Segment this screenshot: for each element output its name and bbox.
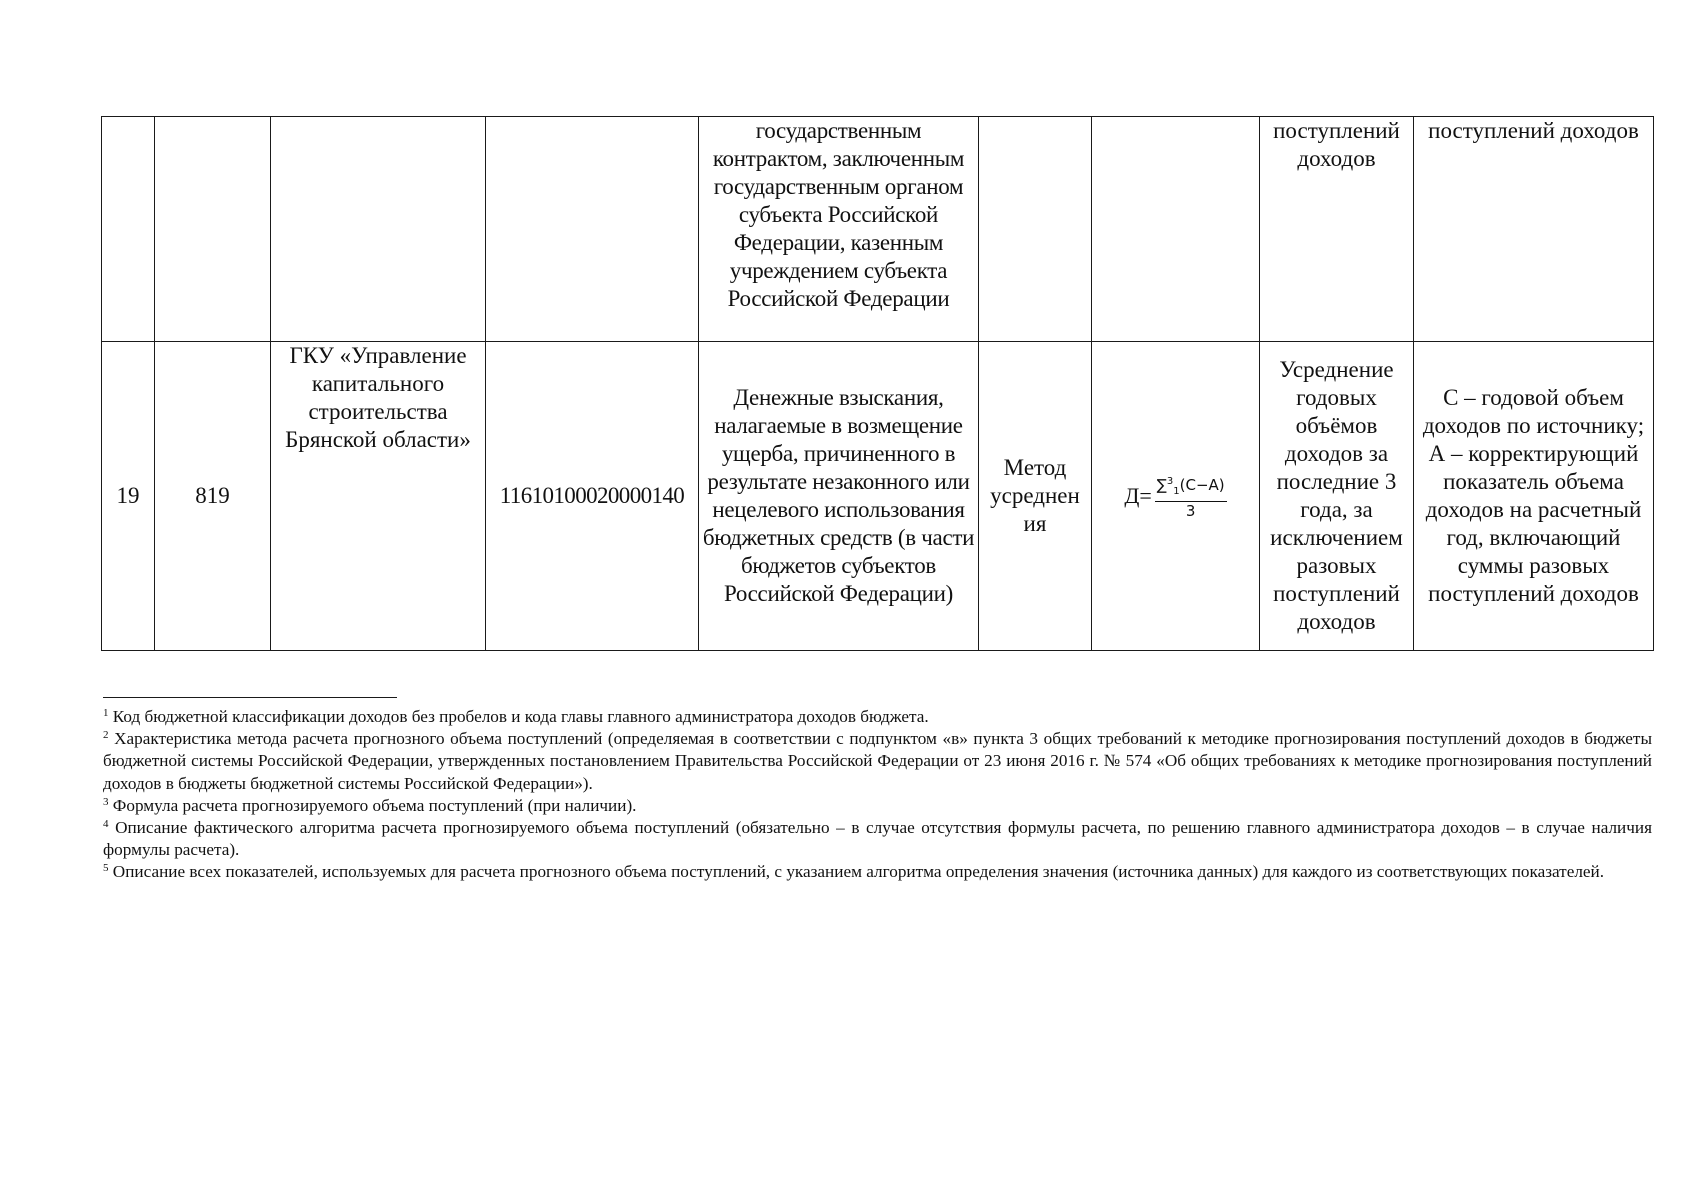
table-row-19: [102, 342, 1654, 651]
cell-admin-name: [271, 117, 486, 342]
cell-method: [979, 117, 1092, 342]
sum-lower-limit: 1: [1173, 485, 1180, 497]
cell-method: Метод усреднен ия: [979, 342, 1092, 651]
cell-number: [102, 117, 155, 342]
averaging-formula: [1124, 473, 1226, 520]
sum-upper-limit: 3: [1166, 475, 1174, 487]
footnotes: [103, 706, 1652, 884]
formula-fraction: [1155, 473, 1227, 520]
footnote-4: [103, 817, 1652, 861]
formula-numerator: [1155, 473, 1227, 502]
footnote-text: Характеристика метода расчета прогнозного объема поступлений (определяемая в соответствии с подпунктом «в» пункта 3 общих требований к методике прогнозирования поступлений доходов в бюджеты бюджетной системы Российской Федерации, утвержденных постановлением Правительства Российской Федерации от 23 июня 2016 г. № 574 «Об общих требованиях к методике прогнозирования поступлений доходов в бюджеты бюджетной системы Российской Федерации»).: [103, 729, 1652, 793]
footnote-text: Описание фактического алгоритма расчета прогнозируемого объема поступлений (обязательно – в случае отсутствия формулы расчета, по решению главного администратора доходов – в случае наличия формулы расчета).: [103, 818, 1652, 860]
footnote-text: Формула расчета прогнозируемого объема поступлений (при наличии).: [108, 795, 637, 815]
footnote-3: [103, 795, 1652, 817]
cell-kbk: 11610100020000140: [486, 342, 699, 651]
footnote-2: [103, 728, 1652, 795]
cell-kbk: [486, 117, 699, 342]
cell-indicators: С – годовой объем доходов по источнику; А – корректирующий показатель объема доходов на расчетный год, включающий суммы разовых поступлений доходов: [1414, 342, 1654, 651]
formula-denominator: 3: [1185, 501, 1196, 520]
footnote-1: [103, 706, 1652, 728]
footnote-marker: 4: [103, 818, 109, 831]
cell-income-name: Денежные взыскания, налагаемые в возмещение ущерба, причиненного в результате незаконного или нецелевого использования бюджетных средств (в части бюджетов субъектов Российской Федерации): [699, 342, 979, 651]
cell-algorithm: Усреднение годовых объёмов доходов за последние 3 года, за исключением разовых поступлений доходов: [1260, 342, 1414, 651]
sum-body: (C−A): [1179, 475, 1225, 494]
footnote-marker: 5: [103, 862, 109, 875]
sum-symbol: ∑: [1156, 475, 1167, 494]
cell-formula: [1092, 117, 1260, 342]
cell-admin-code: 819: [155, 342, 271, 651]
formula-prefix: Д=: [1124, 483, 1152, 508]
cell-formula: [1092, 342, 1260, 651]
footnote-marker: 1: [103, 707, 109, 719]
footnote-marker: 2: [103, 729, 109, 742]
cell-income-name: государственным контрактом, заключенным государственным органом субъекта Российской Федерации, казенным учреждением субъекта Российской Федерации: [699, 117, 979, 342]
table-row-continued: [102, 117, 1654, 342]
footnote-separator: [103, 697, 397, 698]
footnote-text: Описание всех показателей, используемых для расчета прогнозного объема поступлений, с указанием алгоритма определения значения (источника данных) для каждого из соответствующих показателей.: [108, 862, 1605, 882]
cell-number: 19: [102, 342, 155, 651]
cell-admin-name: ГКУ «Управление капитального строительства Брянской области»: [271, 342, 486, 651]
revenue-methodology-table: [101, 116, 1654, 651]
cell-admin-code: [155, 117, 271, 342]
footnote-marker: 3: [103, 795, 109, 808]
cell-indicators: поступлений доходов: [1414, 117, 1654, 342]
cell-algorithm: поступлений доходов: [1260, 117, 1414, 342]
footnote-text: Код бюджетной классификации доходов без пробелов и кода главы главного администратора доходов бюджета.: [108, 707, 929, 726]
footnote-5: [103, 861, 1652, 883]
